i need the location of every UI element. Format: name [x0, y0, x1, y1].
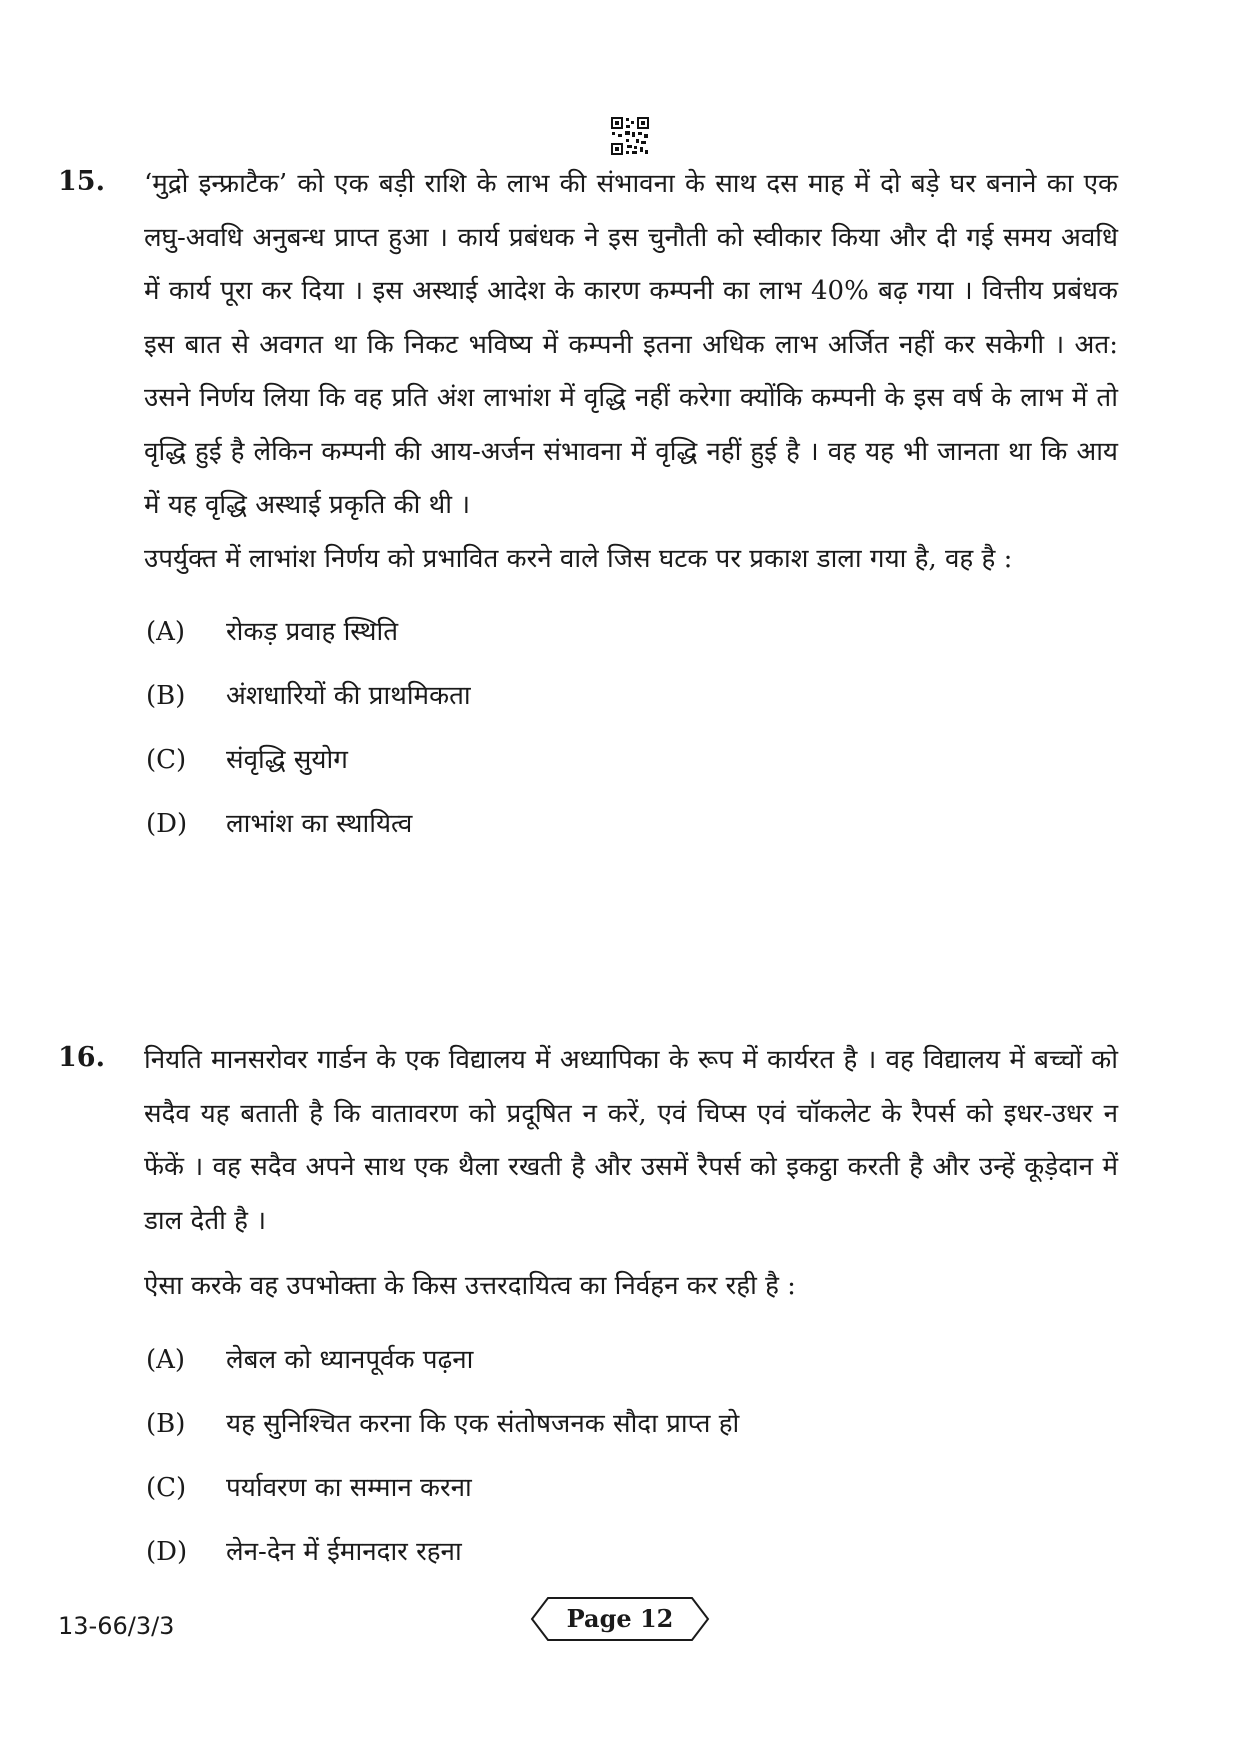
option-text: लाभांश का स्थायित्व [226, 809, 413, 839]
option-text: संवृद्धि सुयोग [226, 745, 348, 775]
option-label: (D) [146, 1536, 188, 1567]
question-number: 15. [58, 166, 105, 197]
option-label: (A) [146, 1344, 186, 1375]
option-text: पर्यावरण का सम्मान करना [226, 1472, 472, 1503]
option-a [144, 1328, 1118, 1392]
page-number-badge [530, 1596, 710, 1642]
question-body [144, 158, 1118, 856]
question-paragraph: ‘मुद्रो इन्फ्राटैक’ को एक बड़ी राशि के लाभ की संभावना के साथ दस माह में दो बड़े घर बनाने का एक लघु-अवधि अनुबन्ध प्राप्त हुआ । कार्य प्रबंधक ने इस चुनौती को स्वीकार किया और दी गई समय अवधि में कार्य पूरा कर दिया । इस अस्थाई आदेश के कारण कम्पनी का लाभ 40% बढ़ गया । वित्तीय प्रबंधक इस बात से अवगत था कि निकट भविष्य में कम्पनी इतना अधिक लाभ अर्जित नहीं कर सकेगी । अत: उसने निर्णय लिया कि वह प्रति अंश लाभांश में वृद्धि नहीं करेगा क्योंकि कम्पनी के इस वर्ष के लाभ में तो वृद्धि हुई है लेकिन कम्पनी की आय-अर्जन संभावना में वृद्धि नहीं हुई है । वह यह भी जानता था कि आय में यह वृद्धि अस्थाई प्रकृति की थी । [144, 169, 1118, 520]
option-label: (D) [146, 809, 188, 839]
question-paragraph: नियति मानसरोवर गार्डन के एक विद्यालय में अध्यापिका के रूप में कार्यरत है । वह विद्यालय में बच्चों को सदैव यह बताती है कि वातावरण को प्रदूषित न करें, एवं चिप्स एवं चॉकलेट के रैपर्स को इधर-उधर न फेंकें । वह सदैव अपने साथ एक थैला रखती है और उसमें रैपर्स को इकट्ठा करती है और उन्हें कूड़ेदान में डाल देती है । [144, 1045, 1118, 1236]
qr-code-icon [610, 116, 650, 156]
option-text: यह सुनिश्चित करना कि एक संतोषजनक सौदा प्राप्त हो [226, 1408, 740, 1439]
options-list [144, 600, 1118, 856]
page-number: Page 12 [566, 1604, 674, 1633]
option-b [144, 1392, 1118, 1456]
option-d [144, 792, 1118, 856]
option-c [144, 1456, 1118, 1520]
option-label: (C) [146, 745, 187, 775]
question-number: 16. [58, 1042, 105, 1073]
option-b [144, 664, 1118, 728]
option-label: (B) [146, 681, 186, 711]
options-list [144, 1328, 1118, 1584]
question-prompt: उपर्युक्त में लाभांश निर्णय को प्रभावित करने वाले जिस घटक पर प्रकाश डाला गया है, वह है : [144, 543, 1013, 574]
option-c [144, 728, 1118, 792]
question-prompt: ऐसा करके वह उपभोक्ता के किस उत्तरदायित्व का निर्वहन कर रही है : [144, 1271, 796, 1301]
option-label: (A) [146, 617, 186, 647]
option-label: (C) [146, 1472, 187, 1503]
option-a [144, 600, 1118, 664]
option-text: रोकड़ प्रवाह स्थिति [226, 617, 399, 647]
paper-code: 13-66/3/3 [58, 1612, 175, 1640]
question-body [144, 1034, 1118, 1584]
option-label: (B) [146, 1408, 186, 1439]
option-text: अंशधारियों की प्राथमिकता [226, 681, 471, 711]
option-d [144, 1520, 1118, 1584]
option-text: लेबल को ध्यानपूर्वक पढ़ना [226, 1344, 474, 1375]
option-text: लेन-देन में ईमानदार रहना [226, 1536, 462, 1567]
